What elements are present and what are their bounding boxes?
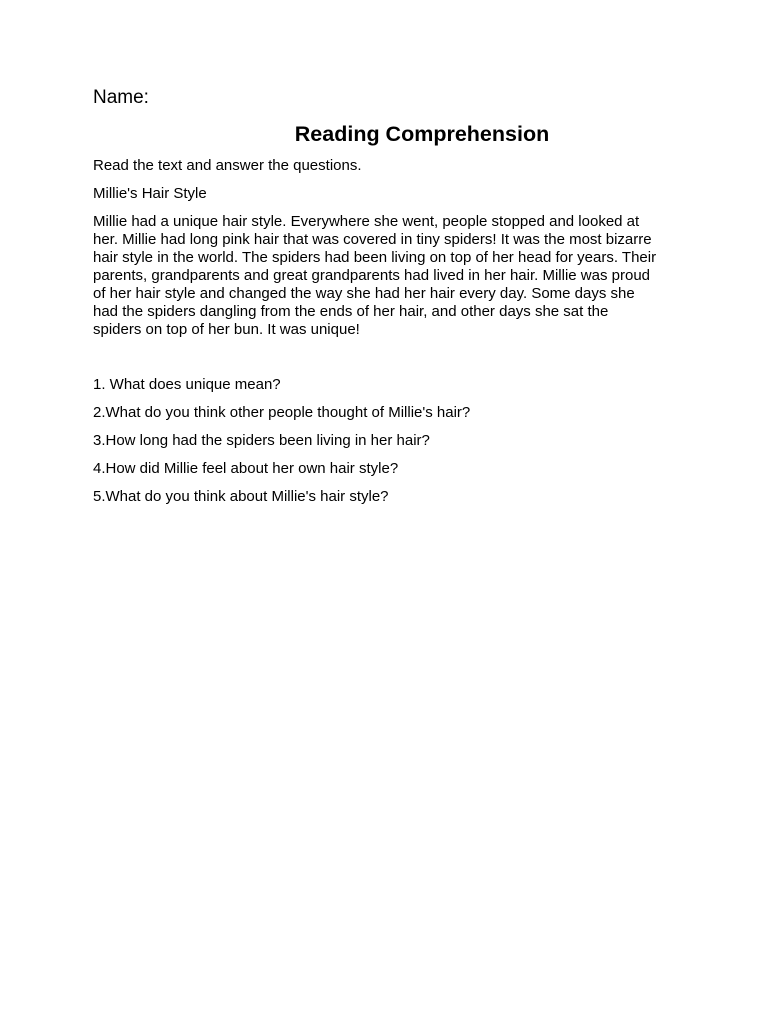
story-line: Millie had a unique hair style. Everywhere she went, people stopped and looked at — [93, 213, 640, 230]
story-line: her. Millie had long pink hair that was covered in tiny spiders! It was the most bizarre — [93, 231, 652, 248]
story-line: spiders on top of her bun. It was unique! — [93, 321, 360, 338]
story-line: of her hair style and changed the way she had her hair every day. Some days she — [93, 285, 635, 302]
story-body — [93, 213, 683, 339]
question-item: 5.What do you think about Millie's hair style? — [93, 488, 389, 505]
instructions-text: Read the text and answer the questions. — [93, 157, 362, 174]
question-item: 3.How long had the spiders been living in her hair? — [93, 432, 430, 449]
question-list — [93, 376, 470, 516]
page-title: Reading Comprehension — [294, 122, 550, 146]
story-line: parents, grandparents and great grandparents had lived in her hair. Millie was proud — [93, 267, 651, 284]
story-line: hair style in the world. The spiders had been living on top of her head for years. Their — [93, 249, 657, 266]
name-label: Name: — [93, 87, 149, 108]
story-line: had the spiders dangling from the ends of her hair, and other days she sat the — [93, 303, 609, 320]
question-item: 2.What do you think other people thought of Millie's hair? — [93, 404, 471, 421]
question-item: 1. What does unique mean? — [93, 376, 281, 393]
story-title: Millie's Hair Style — [93, 185, 207, 202]
question-item: 4.How did Millie feel about her own hair style? — [93, 460, 399, 477]
